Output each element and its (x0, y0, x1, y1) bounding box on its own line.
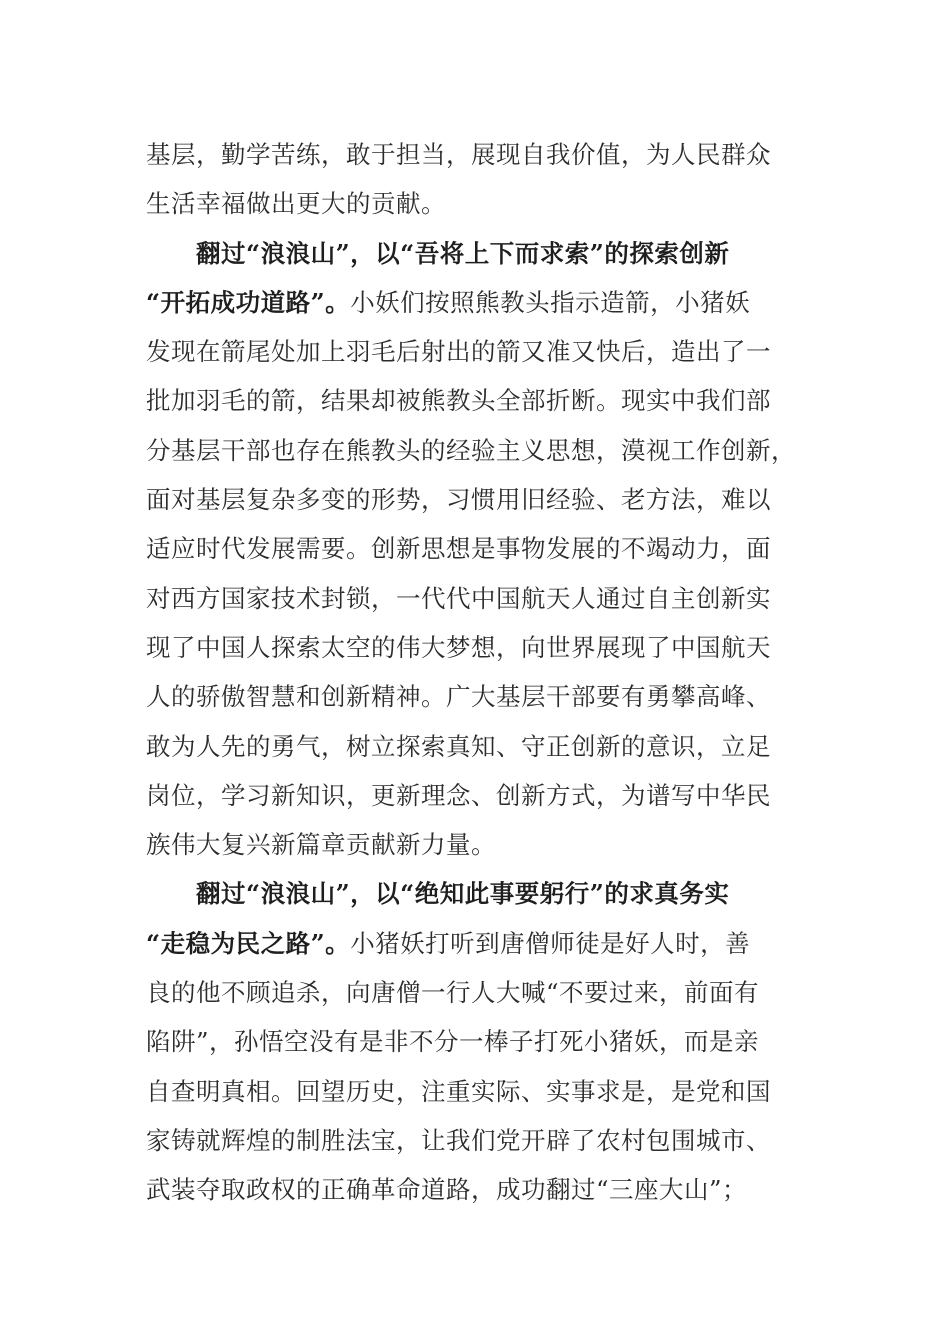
paragraph-line: 发现在箭尾处加上羽毛后射出的箭又准又快后，造出了一 (146, 337, 771, 367)
paragraph-line: 面对基层复杂多变的形势，习惯用旧经验、老方法，难以 (146, 485, 771, 515)
paragraph-line: 陷阱”，孙悟空没有是非不分一棒子打死小猪妖，而是亲 (146, 1027, 760, 1057)
paragraph-line: 自查明真相。回望历史，注重实际、实事求是，是党和国 (146, 1076, 771, 1106)
section-heading-end: “开拓成功道路”。 (146, 287, 351, 317)
paragraph-line: 岗位，学习新知识，更新理念、创新方式，为谱写中华民 (146, 780, 771, 810)
paragraph-line: 敢为人先的勇气，树立探索真知、守正创新的意识，立足 (146, 731, 771, 761)
paragraph-line: 家铸就辉煌的制胜法宝，让我们党开辟了农村包围城市、 (146, 1125, 771, 1155)
paragraph-line (146, 919, 796, 968)
paragraph-line: 武装夺取政权的正确革命道路，成功翻过“三座大山”； (146, 1175, 748, 1205)
section-heading: 翻过“浪浪山”，以“吾将上下而求索”的探索创新 (196, 238, 730, 268)
document-body (146, 130, 796, 1215)
paragraph-text: 小猪妖打听到唐僧师徒是好人时，善 (350, 928, 751, 958)
paragraph-line: 批加羽毛的箭，结果却被熊教头全部折断。现实中我们部 (146, 386, 771, 416)
section-heading: 翻过“浪浪山”，以“绝知此事要躬行”的求真务实 (196, 879, 730, 909)
paragraph-text: 小妖们按照熊教头指示造箭，小猪妖 (350, 287, 751, 317)
paragraph-line (146, 278, 796, 327)
paragraph-line: 现了中国人探索太空的伟大梦想，向世界展现了中国航天 (146, 632, 771, 662)
paragraph-line: 对西方国家技术封锁，一代代中国航天人通过自主创新实 (146, 583, 771, 613)
paragraph-line: 分基层干部也存在熊教头的经验主义思想，漠视工作创新， (146, 435, 796, 465)
paragraph-line: 良的他不顾追杀，向唐僧一行人大喊“不要过来，前面有 (146, 978, 760, 1008)
paragraph-line: 基层，勤学苦练，敢于担当，展现自我价值，为人民群众 (146, 140, 771, 169)
paragraph-line: 人的骄傲智慧和创新精神。广大基层干部要有勇攀高峰、 (146, 682, 771, 712)
paragraph-line: 适应时代发展需要。创新思想是事物发展的不竭动力，面 (146, 534, 771, 564)
section-heading-end: “走稳为民之路”。 (146, 928, 351, 958)
paragraph-line: 生活幸福做出更大的贡献。 (146, 189, 446, 219)
paragraph-line: 族伟大复兴新篇章贡献新力量。 (146, 830, 496, 860)
